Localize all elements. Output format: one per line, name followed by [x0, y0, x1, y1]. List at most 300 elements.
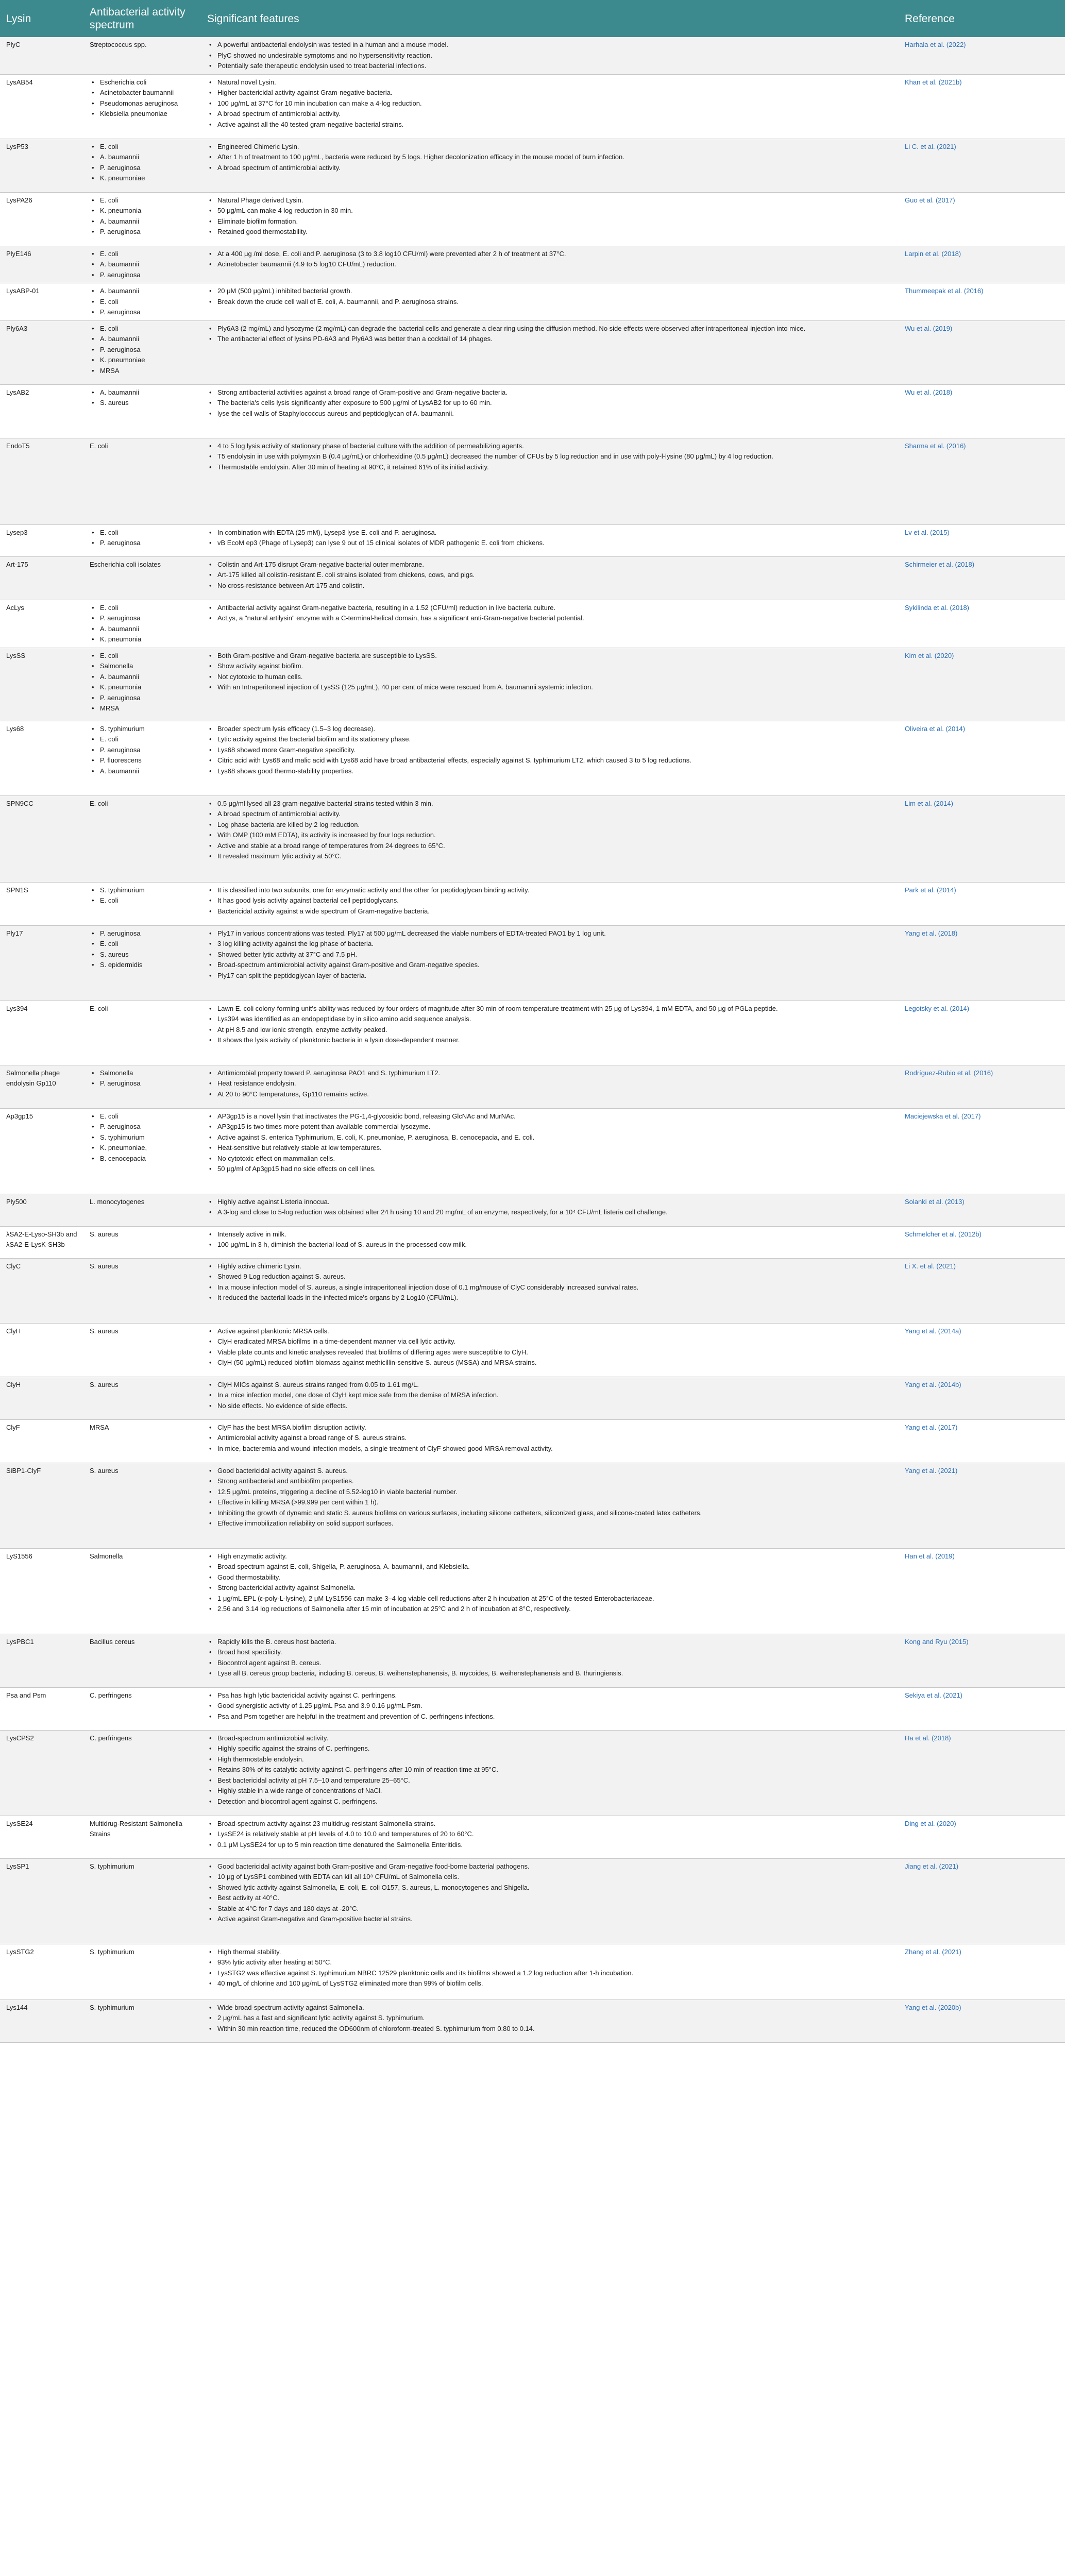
spectrum-item: • E. coli	[90, 651, 195, 662]
reference-cell	[899, 1194, 1065, 1226]
feature-item: • Active and stable at a broad range of temperatures from 24 degrees to 65°C.	[207, 841, 892, 852]
reference-cell	[899, 925, 1065, 1001]
feature-item: • Showed better lytic activity at 37°C and 7.5 pH.	[207, 950, 892, 960]
spectrum-item: • S. epidermidis	[90, 960, 195, 971]
feature-item: • It is classified into two subunits, one for enzymatic activity and the other for peptidoglycan binding activity.	[207, 885, 892, 896]
features-list	[207, 799, 892, 862]
feature-item: • 10 μg of LysSP1 combined with EDTA can kill all 10⁸ CFU/mL of Salmonella cells.	[207, 1872, 892, 1883]
features-list	[207, 1422, 892, 1454]
spectrum-item: • A. baumannii	[90, 286, 195, 297]
reference-cell	[899, 246, 1065, 283]
feature-item: • Art-175 killed all colistin-resistant E. coli strains isolated from chickens, cows, and pigs.	[207, 570, 892, 581]
reference-link[interactable]: Jiang et al. (2021)	[905, 1862, 959, 1870]
feature-item: • Break down the crude cell wall of E. coli, A. baumannii, and P. aeruginosa strains.	[207, 297, 892, 308]
features-cell	[201, 1816, 899, 1858]
spectrum-item: • E. coli	[90, 324, 195, 334]
spectrum-cell	[83, 1687, 201, 1730]
spectrum-item: • K. pneumoniae	[90, 355, 195, 366]
feature-item: • Broad-spectrum antimicrobial activity against Gram-positive and Gram-negative species.	[207, 960, 892, 971]
feature-item: • High enzymatic activity.	[207, 1551, 892, 1562]
reference-link[interactable]: Wu et al. (2018)	[905, 388, 953, 396]
features-cell	[201, 1687, 899, 1730]
reference-link[interactable]: Li X. et al. (2021)	[905, 1262, 956, 1270]
reference-cell	[899, 1634, 1065, 1687]
spectrum-cell	[83, 1226, 201, 1258]
lysin-cell: LysAB54	[0, 74, 83, 139]
spectrum-item: • E. coli	[90, 528, 195, 538]
spectrum-cell	[83, 600, 201, 648]
reference-cell	[899, 1323, 1065, 1377]
reference-cell	[899, 1730, 1065, 1816]
spectrum-item: • E. coli	[90, 195, 195, 206]
spectrum-list	[90, 1111, 195, 1164]
features-list	[207, 324, 892, 345]
table-row	[0, 1194, 1065, 1226]
lysin-cell: ClyC	[0, 1258, 83, 1323]
reference-link[interactable]: Yang et al. (2014b)	[905, 1380, 961, 1388]
spectrum-item: Multidrug-Resistant Salmonella Strains	[90, 1819, 182, 1838]
reference-cell	[899, 1816, 1065, 1858]
header-lysin: Lysin	[0, 0, 83, 37]
features-cell	[201, 1463, 899, 1548]
feature-item: • Ply17 in various concentrations was tested. Ply17 at 500 μg/mL decreased the viable numbers of EDTA-treated PAO1 by 1 log unit.	[207, 928, 892, 939]
feature-item: • Detection and biocontrol agent against C. perfringens.	[207, 1797, 892, 1807]
features-list	[207, 1947, 892, 1989]
spectrum-cell	[83, 1194, 201, 1226]
feature-item: • Broad host specificity.	[207, 1647, 892, 1658]
table-row	[0, 648, 1065, 721]
table-row	[0, 37, 1065, 74]
features-list	[207, 1261, 892, 1303]
feature-item: • Effective in killing MRSA (>99.999 per cent within 1 h).	[207, 1497, 892, 1508]
feature-item: • Lytic activity against the bacterial biofilm and its stationary phase.	[207, 734, 892, 745]
feature-item: • 0.1 μM LysSE24 for up to 5 min reaction time denatured the Salmonella Enteritidis.	[207, 1840, 892, 1851]
feature-item: • With OMP (100 mM EDTA), its activity is increased by four logs reduction.	[207, 830, 892, 841]
table-row	[0, 246, 1065, 283]
lysin-cell: SPN1S	[0, 882, 83, 925]
table-row	[0, 795, 1065, 882]
feature-item: • At 20 to 90°C temperatures, Gp110 remains active.	[207, 1089, 892, 1100]
reference-link[interactable]: Yang et al. (2014a)	[905, 1327, 961, 1335]
reference-link[interactable]: Kong and Ryu (2015)	[905, 1637, 969, 1646]
header-reference: Reference	[899, 0, 1065, 37]
features-cell	[201, 648, 899, 721]
reference-link[interactable]: Thummeepak et al. (2016)	[905, 287, 984, 295]
feature-item: • Colistin and Art-175 disrupt Gram-negative bacterial outer membrane.	[207, 560, 892, 570]
spectrum-item: MRSA	[90, 1423, 109, 1431]
features-list	[207, 142, 892, 174]
table-row	[0, 1548, 1065, 1634]
spectrum-item: • E. coli	[90, 939, 195, 950]
spectrum-item: • E. coli	[90, 142, 195, 152]
reference-link[interactable]: Han et al. (2019)	[905, 1552, 955, 1560]
spectrum-item: Streptococcus spp.	[90, 41, 147, 48]
reference-link[interactable]: Ding et al. (2020)	[905, 1819, 956, 1827]
spectrum-list	[90, 324, 195, 377]
features-list	[207, 1551, 892, 1615]
table-row	[0, 438, 1065, 524]
features-list	[207, 1637, 892, 1679]
feature-item: • Broad spectrum against E. coli, Shigella, P. aeruginosa, A. baumannii, and Klebsiella.	[207, 1562, 892, 1572]
reference-link[interactable]: Lim et al. (2014)	[905, 799, 953, 807]
spectrum-item: • P. aeruginosa	[90, 270, 195, 281]
features-cell	[201, 283, 899, 321]
features-cell	[201, 1001, 899, 1065]
spectrum-item: S. aureus	[90, 1262, 119, 1270]
features-cell	[201, 320, 899, 384]
feature-item: • Strong bactericidal activity against Salmonella.	[207, 1583, 892, 1594]
feature-item: • 0.5 μg/ml lysed all 23 gram-negative bacterial strains tested within 3 min.	[207, 799, 892, 809]
feature-item: • Heat resistance endolysin.	[207, 1078, 892, 1089]
features-list	[207, 603, 892, 624]
spectrum-cell	[83, 795, 201, 882]
feature-item: • Broad-spectrum antimicrobial activity.	[207, 1733, 892, 1744]
spectrum-cell	[83, 246, 201, 283]
reference-link[interactable]: Ha et al. (2018)	[905, 1734, 951, 1742]
features-list	[207, 1197, 892, 1218]
feature-item: • Bactericidal activity against a wide spectrum of Gram-negative bacteria.	[207, 906, 892, 917]
features-list	[207, 1380, 892, 1412]
reference-link[interactable]: Guo et al. (2017)	[905, 196, 955, 204]
spectrum-item: E. coli	[90, 799, 108, 807]
spectrum-item: • A. baumannii	[90, 259, 195, 270]
feature-item: • Rapidly kills the B. cereus host bacteria.	[207, 1637, 892, 1648]
lysin-cell: LysPBC1	[0, 1634, 83, 1687]
feature-item: • It revealed maximum lytic activity at 50°C.	[207, 851, 892, 862]
table-row	[0, 1944, 1065, 1999]
reference-link[interactable]: Larpin et al. (2018)	[905, 249, 961, 258]
features-cell	[201, 1226, 899, 1258]
lysin-cell: LysSE24	[0, 1816, 83, 1858]
spectrum-item: • P. aeruginosa	[90, 227, 195, 238]
feature-item: • AcLys, a "natural artilysin" enzyme with a C-terminal-helical domain, has a significant anti-Gram-negative bacterial potential.	[207, 613, 892, 624]
features-list	[207, 2003, 892, 2035]
feature-item: • Citric acid with Lys68 and malic acid with Lys68 acid have broad antibacterial effects, especially against S. typhimurium LT2, which caused 3 to 5 log reductions.	[207, 755, 892, 766]
lysin-cell: Ply6A3	[0, 320, 83, 384]
feature-item: • PlyC showed no undesirable symptoms and no hypersensitivity reaction.	[207, 50, 892, 61]
spectrum-item: • Salmonella	[90, 661, 195, 672]
feature-item: • Stable at 4°C for 7 days and 180 days at -20°C.	[207, 1904, 892, 1914]
table-body	[0, 37, 1065, 2042]
feature-item: • A broad spectrum of antimicrobial activity.	[207, 809, 892, 820]
feature-item: • A powerful antibacterial endolysin was tested in a human and a mouse model.	[207, 40, 892, 50]
feature-item: • Lys394 was identified as an endopeptidase by in silico amino acid sequence analysis.	[207, 1014, 892, 1025]
spectrum-cell	[83, 1999, 201, 2042]
spectrum-item: • B. cenocepacia	[90, 1154, 195, 1164]
feature-item: • No cytotoxic effect on mammalian cells.	[207, 1154, 892, 1164]
feature-item: • 3 log killing activity against the log phase of bacteria.	[207, 939, 892, 950]
table-row	[0, 882, 1065, 925]
spectrum-item: • A. baumannii	[90, 152, 195, 163]
reference-cell	[899, 1001, 1065, 1065]
features-list	[207, 528, 892, 549]
reference-cell	[899, 438, 1065, 524]
reference-cell	[899, 882, 1065, 925]
feature-item: • Retains 30% of its catalytic activity against C. perfringens after 10 min of reaction time at 95°C.	[207, 1765, 892, 1775]
feature-item: • Natural Phage derived Lysin.	[207, 195, 892, 206]
spectrum-cell	[83, 1065, 201, 1108]
feature-item: • Inhibiting the growth of dynamic and static S. aureus biofilms on various surfaces, including silicone catheters, siliconized glass, and silicone-coated latex catheters.	[207, 1508, 892, 1519]
lysin-cell: SiBP1-ClyF	[0, 1463, 83, 1548]
lysin-cell: λSA2-E-Lyso-SH3b and λSA2-E-LysK-SH3b	[0, 1226, 83, 1258]
table-row	[0, 1226, 1065, 1258]
reference-cell	[899, 192, 1065, 246]
spectrum-item: Salmonella	[90, 1552, 123, 1560]
reference-cell	[899, 721, 1065, 795]
table-row	[0, 1687, 1065, 1730]
table-row	[0, 556, 1065, 600]
features-cell	[201, 1944, 899, 1999]
feature-item: • Highly active against Listeria innocua.	[207, 1197, 892, 1208]
table-row	[0, 1377, 1065, 1419]
reference-link[interactable]: Kim et al. (2020)	[905, 651, 954, 659]
spectrum-item: • A. baumannii	[90, 387, 195, 398]
feature-item: • High thermostable endolysin.	[207, 1754, 892, 1765]
feature-item: • Retained good thermostability.	[207, 227, 892, 238]
lysin-cell: ClyH	[0, 1323, 83, 1377]
feature-item: • It shows the lysis activity of planktonic bacteria in a lysin dose-dependent manner.	[207, 1035, 892, 1046]
feature-item: • The antibacterial effect of lysins PD-6A3 and Ply6A3 was better than a cocktail of 14 phages.	[207, 334, 892, 345]
feature-item: • AP3gp15 is a novel lysin that inactivates the PG-1,4-glycosidic bond, releasing GlcNAc and MurNAc.	[207, 1111, 892, 1122]
reference-cell	[899, 1999, 1065, 2042]
feature-item: • Ply17 can split the peptidoglycan layer of bacteria.	[207, 971, 892, 981]
feature-item: • Potentially safe therapeutic endolysin used to treat bacterial infections.	[207, 61, 892, 72]
header-spectrum: Antibacterial activity spectrum	[83, 0, 201, 37]
reference-cell	[899, 648, 1065, 721]
spectrum-cell	[83, 1377, 201, 1419]
feature-item: • In a mice infection model, one dose of ClyH kept mice safe from the demise of MRSA infection.	[207, 1390, 892, 1401]
features-cell	[201, 246, 899, 283]
features-cell	[201, 438, 899, 524]
spectrum-cell	[83, 925, 201, 1001]
table-row	[0, 1323, 1065, 1377]
reference-link[interactable]: Sykilinda et al. (2018)	[905, 603, 970, 612]
spectrum-cell	[83, 524, 201, 556]
table-row	[0, 192, 1065, 246]
feature-item: • 2 μg/mL has a fast and significant lytic activity against S. typhimurium.	[207, 2013, 892, 2024]
spectrum-cell	[83, 1634, 201, 1687]
feature-item: • Antimicrobial property toward P. aeruginosa PAO1 and S. typhimurium LT2.	[207, 1068, 892, 1079]
features-list	[207, 651, 892, 693]
lysin-cell: SPN9CC	[0, 795, 83, 882]
reference-cell	[899, 1419, 1065, 1463]
feature-item: • ClyH eradicated MRSA biofilms in a time-dependent manner via cell lytic activity.	[207, 1336, 892, 1347]
spectrum-item: • A. baumannii	[90, 766, 195, 777]
reference-link[interactable]: Solanki et al. (2013)	[905, 1197, 965, 1206]
reference-cell	[899, 74, 1065, 139]
feature-item: • Psa has high lytic bactericidal activity against C. perfringens.	[207, 1690, 892, 1701]
reference-link[interactable]: Sekiya et al. (2021)	[905, 1691, 963, 1699]
reference-link[interactable]: Li C. et al. (2021)	[905, 142, 956, 150]
reference-cell	[899, 1463, 1065, 1548]
reference-link[interactable]: Khan et al. (2021b)	[905, 78, 962, 86]
features-list	[207, 77, 892, 130]
table-row	[0, 1419, 1065, 1463]
feature-item: • Lawn E. coli colony-forming unit's ability was reduced by four orders of magnitude after 30 min of room temperature treatment with 25 μg of Lys394, 1 mM EDTA, and 50 μg of PGLa peptide.	[207, 1004, 892, 1014]
reference-link[interactable]: Wu et al. (2019)	[905, 324, 953, 332]
spectrum-cell	[83, 1108, 201, 1194]
spectrum-item: • P. aeruginosa	[90, 928, 195, 939]
table-row	[0, 1999, 1065, 2042]
reference-link[interactable]: Oliveira et al. (2014)	[905, 724, 966, 733]
feature-item: • LysSE24 is relatively stable at pH levels of 4.0 to 10.0 and temperatures of 20 to 60°C.	[207, 1829, 892, 1840]
spectrum-item: C. perfringens	[90, 1734, 132, 1742]
features-cell	[201, 1323, 899, 1377]
reference-link[interactable]: Sharma et al. (2016)	[905, 442, 966, 450]
feature-item: • LysSTG2 was effective against S. typhimurium NBRC 12529 planktonic cells and its biofilms showed a 1.2 log reduction after 1-h incubation.	[207, 1968, 892, 1979]
reference-link[interactable]: Yang et al. (2017)	[905, 1423, 958, 1431]
features-list	[207, 195, 892, 238]
feature-item: • Lyse all B. cereus group bacteria, including B. cereus, B. weihenstephanensis, B. mycoides, B. weihenstephanensis and B. thuringiensis.	[207, 1668, 892, 1679]
feature-item: • Showed lytic activity against Salmonella, E. coli, E. coli O157, S. aureus, L. monocytogenes and Shigella.	[207, 1883, 892, 1893]
reference-cell	[899, 37, 1065, 74]
reference-link[interactable]: Schmelcher et al. (2012b)	[905, 1230, 982, 1238]
reference-link[interactable]: Yang et al. (2020b)	[905, 2003, 961, 2011]
feature-item: • A broad spectrum of antimicrobial activity.	[207, 163, 892, 174]
lysin-cell: PlyC	[0, 37, 83, 74]
reference-link[interactable]: Yang et al. (2021)	[905, 1466, 958, 1475]
spectrum-item: • K. pneumoniae,	[90, 1143, 195, 1154]
features-cell	[201, 1377, 899, 1419]
spectrum-list	[90, 387, 195, 409]
feature-item: • 2.56 and 3.14 log reductions of Salmonella after 15 min of incubation at 25°C and 2 h of incubation at 8°C, respectively.	[207, 1604, 892, 1615]
features-list	[207, 249, 892, 270]
reference-cell	[899, 524, 1065, 556]
features-cell	[201, 74, 899, 139]
feature-item: • Lys68 showed more Gram-negative specificity.	[207, 745, 892, 756]
feature-item: • Antimicrobial activity against a broad range of S. aureus strains.	[207, 1433, 892, 1444]
spectrum-item: • S. typhimurium	[90, 1132, 195, 1143]
spectrum-cell	[83, 139, 201, 192]
spectrum-item: • P. aeruginosa	[90, 745, 195, 756]
reference-cell	[899, 1944, 1065, 1999]
spectrum-cell	[83, 1323, 201, 1377]
spectrum-item: • K. pneumonia	[90, 206, 195, 216]
spectrum-cell	[83, 1001, 201, 1065]
features-cell	[201, 37, 899, 74]
table-row	[0, 384, 1065, 438]
feature-item: • Not cytotoxic to human cells.	[207, 672, 892, 683]
reference-link[interactable]: Park et al. (2014)	[905, 886, 956, 894]
spectrum-cell	[83, 74, 201, 139]
spectrum-list	[90, 142, 195, 184]
table-row	[0, 721, 1065, 795]
spectrum-cell	[83, 1816, 201, 1858]
spectrum-item: • MRSA	[90, 703, 195, 714]
feature-item: • AP3gp15 is two times more potent than available commercial lysozyme.	[207, 1122, 892, 1132]
feature-item: • Good bactericidal activity against S. aureus.	[207, 1466, 892, 1477]
reference-cell	[899, 1065, 1065, 1108]
feature-item: • Highly stable in a wide range of concentrations of NaCl.	[207, 1786, 892, 1797]
feature-item: • 20 μM (500 μg/mL) inhibited bacterial growth.	[207, 286, 892, 297]
features-list	[207, 1819, 892, 1851]
reference-link[interactable]: Yang et al. (2018)	[905, 929, 958, 937]
reference-link[interactable]: Harhala et al. (2022)	[905, 41, 966, 48]
lysin-cell: LysABP-01	[0, 283, 83, 321]
feature-item: • 12.5 μg/mL proteins, triggering a decline of 5.52-log10 in viable bacterial number.	[207, 1487, 892, 1498]
feature-item: • 50 μg/mL can make 4 log reduction in 30 min.	[207, 206, 892, 216]
spectrum-list	[90, 528, 195, 549]
reference-link[interactable]: Schirmeier et al. (2018)	[905, 560, 975, 568]
feature-item: • Show activity against biofilm.	[207, 661, 892, 672]
lysin-cell: LyS1556	[0, 1548, 83, 1634]
feature-item: • At a 400 μg /ml dose, E. coli and P. aeruginosa (3 to 3.8 log10 CFU/ml) were prevented after 2 h of treatment at 37°C.	[207, 249, 892, 260]
header-features: Significant features	[201, 0, 899, 37]
spectrum-item: • MRSA	[90, 366, 195, 377]
spectrum-cell	[83, 192, 201, 246]
spectrum-item: • Klebsiella pneumoniae	[90, 109, 195, 120]
spectrum-cell	[83, 1258, 201, 1323]
lysin-cell: LysPA26	[0, 192, 83, 246]
reference-cell	[899, 556, 1065, 600]
reference-cell	[899, 1226, 1065, 1258]
spectrum-list	[90, 928, 195, 971]
spectrum-item: • A. baumannii	[90, 624, 195, 635]
spectrum-list	[90, 1068, 195, 1089]
feature-item: • 93% lytic activity after heating at 50°C.	[207, 1957, 892, 1968]
lysin-cell: Art-175	[0, 556, 83, 600]
feature-item: • 1 μg/mL EPL (ε-poly-L-lysine), 2 μM LyS1556 can make 3–4 log viable cell reductions after 2 h incubation at 25°C of the tested Enterobacteriaceae.	[207, 1594, 892, 1604]
spectrum-item: • S. typhimurium	[90, 885, 195, 896]
features-list	[207, 1068, 892, 1100]
feature-item: • Both Gram-positive and Gram-negative bacteria are susceptible to LysSS.	[207, 651, 892, 662]
feature-item: • Active against S. enterica Typhimurium, E. coli, K. pneumoniae, P. aeruginosa, B. cenocepacia, and E. coli.	[207, 1132, 892, 1143]
features-list	[207, 560, 892, 591]
spectrum-cell	[83, 648, 201, 721]
spectrum-item: • P. aeruginosa	[90, 613, 195, 624]
features-cell	[201, 1999, 899, 2042]
reference-link[interactable]: Lv et al. (2015)	[905, 528, 950, 536]
features-cell	[201, 1194, 899, 1226]
feature-item: • Higher bactericidal activity against Gram-negative bacteria.	[207, 88, 892, 98]
spectrum-cell	[83, 1548, 201, 1634]
table-row	[0, 600, 1065, 648]
table-row	[0, 283, 1065, 321]
reference-cell	[899, 795, 1065, 882]
reference-cell	[899, 1108, 1065, 1194]
feature-item: • Biocontrol agent against B. cereus.	[207, 1658, 892, 1669]
spectrum-cell	[83, 1944, 201, 1999]
feature-item: • Eliminate biofilm formation.	[207, 216, 892, 227]
spectrum-item: • Escherichia coli	[90, 77, 195, 88]
feature-item: • 100 μg/mL in 3 h, diminish the bacterial load of S. aureus in the processed cow milk.	[207, 1240, 892, 1250]
reference-link[interactable]: Maciejewska et al. (2017)	[905, 1112, 981, 1120]
feature-item: • lyse the cell walls of Staphylococcus aureus and peptidoglycan of A. baumannii.	[207, 409, 892, 419]
feature-item: • No cross-resistance between Art-175 and colistin.	[207, 581, 892, 591]
spectrum-cell	[83, 556, 201, 600]
spectrum-item: L. monocytogenes	[90, 1197, 145, 1206]
feature-item: • Viable plate counts and kinetic analyses revealed that biofilms of differing ages were susceptible to ClyH.	[207, 1347, 892, 1358]
reference-link[interactable]: Legotsky et al. (2014)	[905, 1004, 970, 1012]
feature-item: • Highly specific against the strains of C. perfringens.	[207, 1743, 892, 1754]
feature-item: • Wide broad-spectrum activity against Salmonella.	[207, 2003, 892, 2013]
lysin-cell: LysSP1	[0, 1858, 83, 1944]
features-cell	[201, 1419, 899, 1463]
features-cell	[201, 556, 899, 600]
feature-item: • Antibacterial activity against Gram-negative bacteria, resulting in a 1.52 (CFU/ml) reduction in live bacteria culture.	[207, 603, 892, 614]
table-row	[0, 1463, 1065, 1548]
spectrum-cell	[83, 1730, 201, 1816]
spectrum-cell	[83, 882, 201, 925]
lysin-cell: LysP53	[0, 139, 83, 192]
feature-item: • In a mouse infection model of S. aureus, a single intraperitoneal injection dose of 0.1 mg/mouse of ClyC considerably increased survival rates.	[207, 1282, 892, 1293]
spectrum-item: • S. aureus	[90, 398, 195, 409]
reference-link[interactable]: Zhang et al. (2021)	[905, 1947, 961, 1956]
reference-link[interactable]: Rodríguez-Rubio et al. (2016)	[905, 1069, 993, 1077]
feature-item: • T5 endolysin in use with polymyxin B (0.4 μg/mL) or chlorhexidine (0.5 μg/mL) decreased the number of CFUs by 5 log reduction and in use with poly-l-lysine (80 μg/mL) by 4 log reduction.	[207, 451, 892, 462]
lysin-cell: Lysep3	[0, 524, 83, 556]
spectrum-item: • P. aeruginosa	[90, 1078, 195, 1089]
